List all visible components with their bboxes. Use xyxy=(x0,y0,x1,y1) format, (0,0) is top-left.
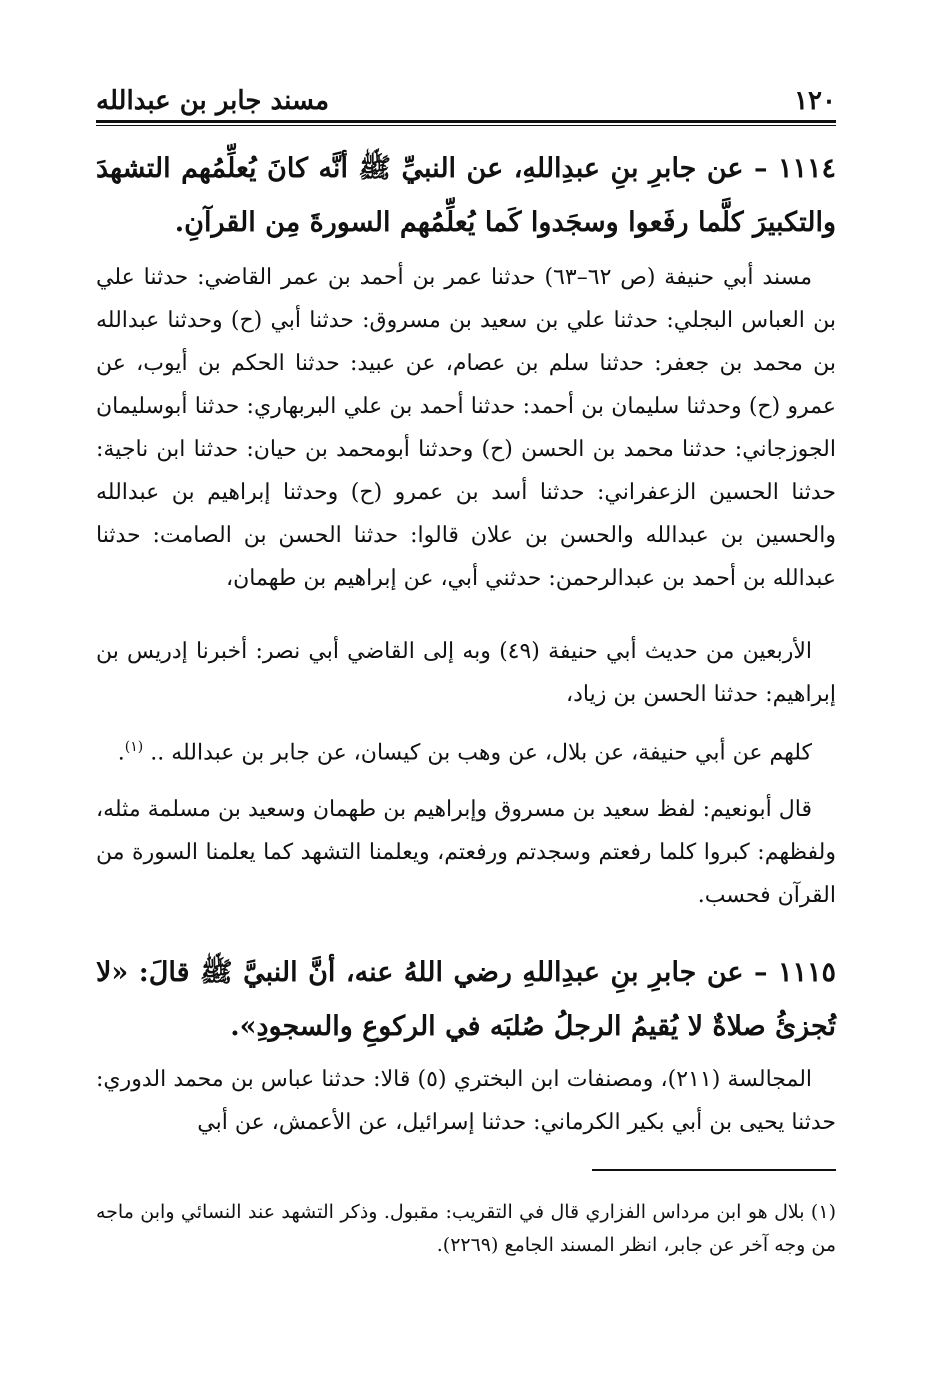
footnote-1: (١) بلال هو ابن مرداس الفزاري قال في التقريب: مقبول. وذكر التشهد عند النسائي وابن ماجه من وجه آخر عن جابر، انظر المسند الجامع (٢٢٦٩). xyxy=(96,1201,836,1256)
book-title: مسند جابر بن عبدالله xyxy=(96,86,330,116)
source-1114-isnad: مسند أبي حنيفة (ص ٦٢–٦٣) حدثنا عمر بن أحمد بن عمر القاضي: حدثنا علي بن العباس البجلي: حدثنا علي بن سعيد بن مسروق: حدثنا أبي (ح) وحدثنا عبدالله بن محمد بن جعفر: حدثنا سلم بن عصام، عن عبيد: حدثنا الحكم بن أيوب، عن عمرو (ح) وحدثنا سليمان بن أحمد: حدثنا أحمد بن علي البربهاري: حدثنا أبوسليمان الجوزجاني: حدثنا محمد بن الحسن (ح) وحدثنا أبومحمد بن حيان: حدثنا ابن ناجية: حدثنا الحسين الزعفراني: حدثنا أسد بن عمرو (ح) وحدثنا إبراهيم بن عبدالله والحسين بن عبدالله والحسن بن علان قالوا: حدثنا الحسن بن الصامت: حدثنا عبدالله بن أحمد بن عبدالرحمن: حدثني أبي، عن إبراهيم بن طهمان، xyxy=(96,265,836,591)
source-1115-isnad: المجالسة (٢١١)، ومصنفات ابن البختري (٥) قالا: حدثنا عباس بن محمد الدوري: حدثنا يحيى بن أبي بكير الكرماني: حدثنا إسرائيل، عن الأعمش، عن أبي xyxy=(96,1067,836,1135)
header-rule-thick xyxy=(96,120,836,123)
source-1114-arbaeen: الأربعين من حديث أبي حنيفة (٤٩) وبه إلى القاضي أبي نصر: أخبرنا إدريس بن إبراهيم: حدثنا الحسن بن زياد، xyxy=(96,639,836,707)
source-1114-common-chain xyxy=(96,726,836,774)
hadith-1114-text: ١١١٤ – عن جابرِ بنِ عبدِاللهِ، عن النبيِّ ﷺ أنَّه كانَ يُعلِّمُهم التشهدَ والتكبيرَ كلَّما رفَعوا وسجَدوا كَما يُعلِّمُهم السورةَ مِن القرآنِ. xyxy=(96,153,836,238)
footnote-separator xyxy=(592,1169,836,1171)
footnote-ref[interactable]: (١) xyxy=(124,739,144,755)
page-number: ١٢٠ xyxy=(794,86,836,116)
common-chain-text: كلهم عن أبي حنيفة، عن بلال، عن وهب بن كيسان، عن جابر بن عبدالله .. xyxy=(150,740,812,766)
running-header xyxy=(96,84,836,118)
header-rule-thin xyxy=(96,125,836,126)
hadith-1115-text: ١١١٥ – عن جابرِ بنِ عبدِاللهِ رضي اللهُ عنه، أنَّ النبيَّ ﷺ قالَ: «لا تُجزئُ صلاةٌ لا يُقيمُ الرجلُ صُلبَه في الركوعِ والسجودِ». xyxy=(96,957,836,1042)
source-1114-abu-nuaym: قال أبونعيم: لفظ سعيد بن مسروق وإبراهيم بن طهمان وسعيد بن مسلمة مثله، ولفظهم: كبروا كلما رفعتم وسجدتم ورفعتم، ويعلمنا التشهد كما يعلمنا السورة من القرآن فحسب. xyxy=(96,797,836,908)
sentence-end: . xyxy=(117,740,125,766)
